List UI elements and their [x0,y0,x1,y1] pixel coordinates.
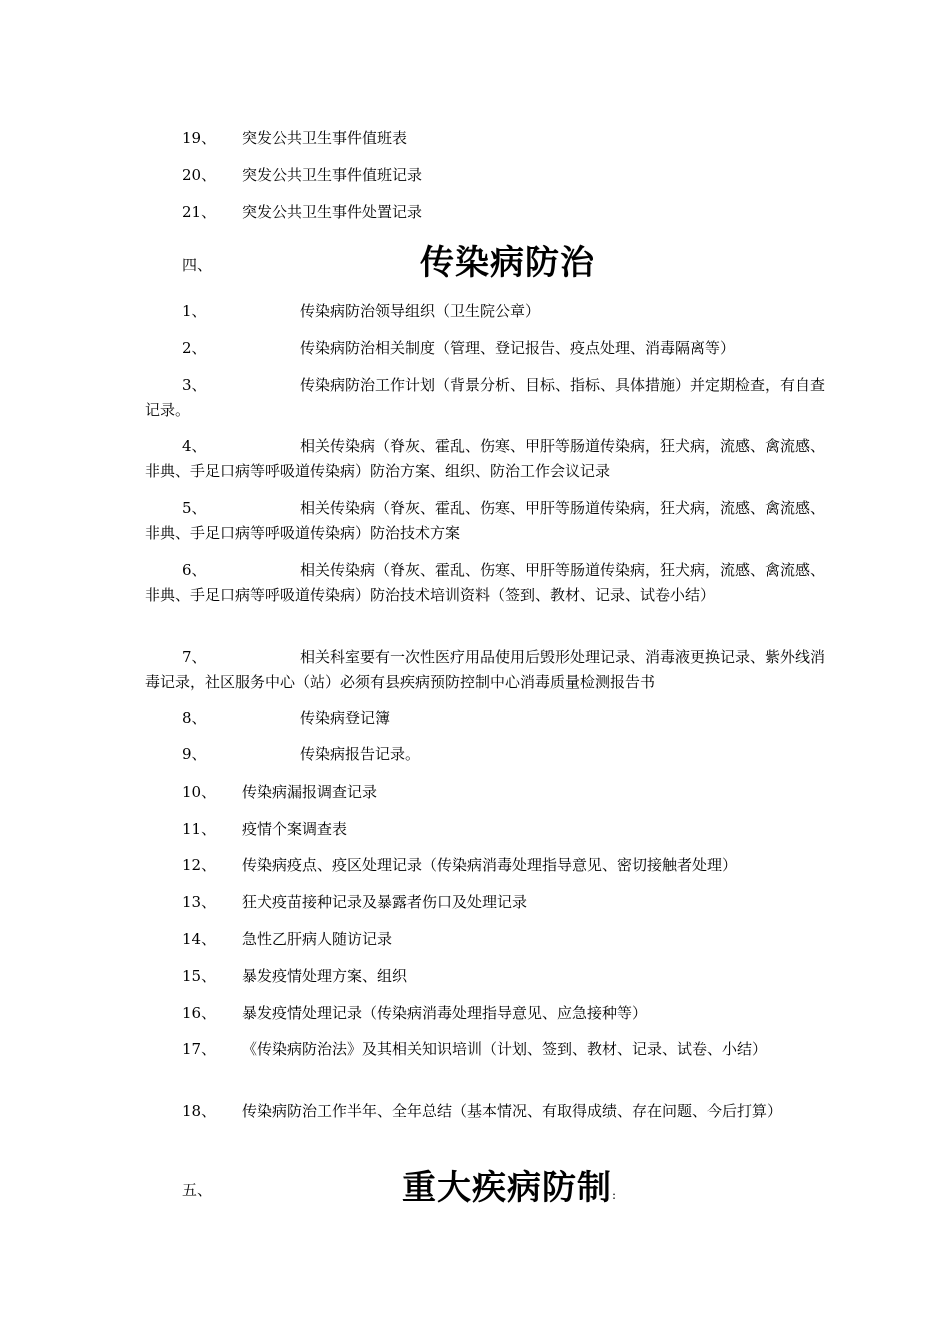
item-number: 9、 [182,745,207,763]
item-number: 11、 [182,820,217,838]
item-number: 15、 [182,967,217,985]
list-item [145,434,825,484]
item-text: 《传染病防治法》及其相关知识培训（计划、签到、教材、记录、试卷、小结） [242,1040,768,1058]
section-title [402,1163,617,1220]
item-number: 8、 [182,709,207,727]
item-text: 狂犬疫苗接种记录及暴露者伤口及处理记录 [242,893,528,911]
item-text: 传染病防治工作半年、全年总结（基本情况、有取得成绩、存在问题、今后打算） [242,1102,783,1120]
item-text: 急性乙肝病人随访记录 [242,930,393,948]
section-number: 四、 [182,256,213,274]
item-number: 4、 [182,437,207,455]
item-text: 突发公共卫生事件值班表 [242,129,408,147]
item-text: 暴发疫情处理记录（传染病消毒处理指导意见、应急接种等） [242,1004,648,1022]
item-text: 传染病漏报调查记录 [242,783,378,801]
list-item [145,645,825,695]
item-text: 传染病疫点、疫区处理记录（传染病消毒处理指导意见、密切接触者处理） [242,856,738,874]
item-number: 18、 [182,1102,217,1120]
item-text: 突发公共卫生事件处置记录 [242,203,423,221]
item-number: 2、 [182,339,207,357]
item-text: 相关传染病（脊灰、霍乱、伤寒、甲肝等肠道传染病，狂犬病，流感、禽流感、非典、手足口病等呼吸道传染病）防治技术培训资料（签到、教材、记录、试卷小结） [145,561,826,604]
section-heading [145,238,825,288]
section-title-text: 重大疾病防制 [402,1168,612,1208]
item-number: 12、 [182,856,217,874]
list-item [145,373,825,423]
item-text: 传染病报告记录。 [300,745,421,763]
item-text: 传染病防治相关制度（管理、登记报告、疫点处理、消毒隔离等） [300,339,736,357]
item-number: 10、 [182,783,217,801]
item-text: 传染病防治工作计划（背景分析、目标、指标、具体措施）并定期检查，有自查记录。 [145,376,826,419]
item-number: 20、 [182,166,217,184]
list-item [145,558,825,608]
section-number: 五、 [182,1181,213,1199]
item-number: 1、 [182,302,207,320]
item-number: 3、 [182,376,207,394]
item-text: 相关传染病（脊灰、霍乱、伤寒、甲肝等肠道传染病，狂犬病，流感、禽流感、非典、手足口病等呼吸道传染病）防治技术方案 [145,499,826,542]
item-text: 相关科室要有一次性医疗用品使用后毁形处理记录、消毒液更换记录、紫外线消毒记录，社区服务中心（站）必须有县疾病预防控制中心消毒质量检测报告书 [145,648,826,691]
section-title: 传染病防治 [420,243,595,283]
item-number: 7、 [182,648,207,666]
item-number: 5、 [182,499,207,517]
item-number: 17、 [182,1040,217,1058]
item-number: 6、 [182,561,207,579]
section-title-tail: : [612,1188,618,1202]
item-number: 21、 [182,203,217,221]
section-heading [145,1163,825,1213]
item-text: 暴发疫情处理方案、组织 [242,967,408,985]
item-number: 13、 [182,893,217,911]
item-number: 16、 [182,1004,217,1022]
item-text: 传染病防治领导组织（卫生院公章） [300,302,541,320]
item-text: 相关传染病（脊灰、霍乱、伤寒、甲肝等肠道传染病，狂犬病，流感、禽流感、非典、手足口病等呼吸道传染病）防治方案、组织、防治工作会议记录 [145,437,826,480]
list-item [145,1037,825,1062]
item-text: 传染病登记簿 [300,709,391,727]
list-item [145,496,825,546]
item-number: 14、 [182,930,217,948]
item-text: 疫情个案调查表 [242,820,348,838]
item-text: 突发公共卫生事件值班记录 [242,166,423,184]
item-number: 19、 [182,129,217,147]
list-item [145,1099,825,1124]
